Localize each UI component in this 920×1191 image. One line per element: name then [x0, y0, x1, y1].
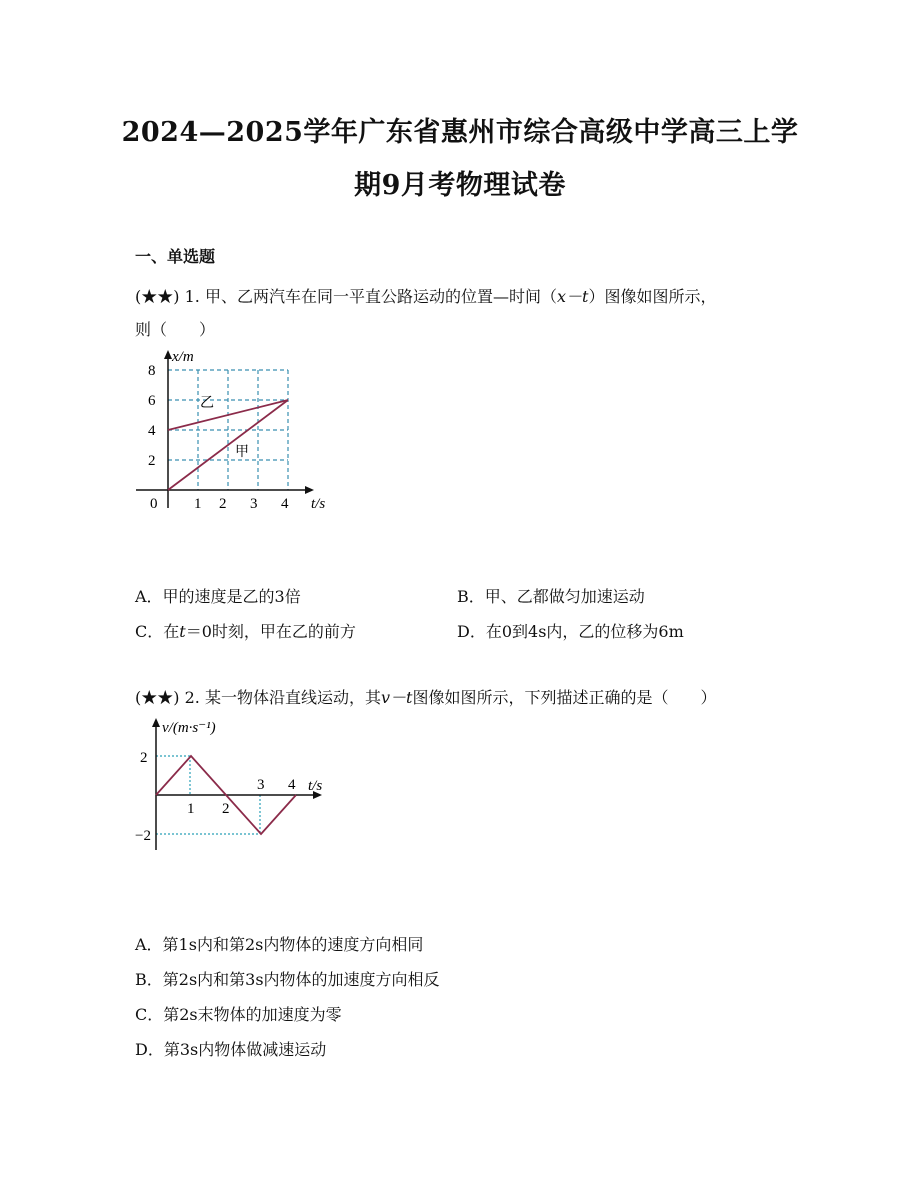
- option-text: ＝0时刻，甲在乙的前方: [185, 622, 356, 641]
- x-tick-label: 4: [281, 496, 289, 512]
- x-tick-label: 3: [250, 496, 258, 512]
- formula: v－t: [380, 688, 413, 707]
- x-axis-label: t/s: [311, 496, 326, 512]
- option-b[interactable]: B．第2s内和第3s内物体的加速度方向相反: [135, 970, 440, 989]
- y-axis-label: v/(m·s⁻¹): [162, 720, 216, 736]
- question-number: 1.: [184, 287, 200, 306]
- y-tick-label: 8: [148, 363, 156, 379]
- question-text: 图像如图所示，下列描述正确的是（ ）: [412, 688, 717, 707]
- x-tick-label: 2: [222, 801, 230, 817]
- question-1-stem-cont: 则（ ）: [135, 320, 216, 339]
- difficulty-stars: (★★): [135, 688, 180, 707]
- xt-gridlines: [168, 370, 288, 490]
- option-b[interactable]: B．甲、乙都做匀加速运动: [457, 587, 645, 606]
- formula: x－t: [556, 287, 589, 306]
- series-label-jia: 甲: [235, 445, 249, 460]
- x-tick-label: 4: [288, 777, 296, 793]
- option-a[interactable]: A．第1s内和第2s内物体的速度方向相同: [135, 935, 424, 954]
- x-tick-label: 1: [194, 496, 202, 512]
- series-label-yi: 乙: [200, 396, 214, 411]
- question-1-stem: [135, 284, 716, 307]
- question-text: ）图像如图所示，: [588, 287, 717, 306]
- series-line-yi: [168, 400, 288, 430]
- question-text: 某一物体沿直线运动，其: [204, 688, 381, 707]
- x-tick-label: 1: [187, 801, 195, 817]
- y-tick-label: 6: [148, 393, 156, 409]
- option-a[interactable]: A．甲的速度是乙的3倍: [135, 587, 301, 606]
- question-number: 2.: [184, 688, 200, 707]
- exam-title-line-2: 期9月考物理试卷: [354, 170, 566, 201]
- option-d[interactable]: D．第3s内物体做减速运动: [135, 1040, 327, 1059]
- v-axis-arrow: [152, 718, 160, 727]
- option-c[interactable]: C．第2s末物体的加速度为零: [135, 1005, 342, 1024]
- option-d[interactable]: D．在0到4s内，乙的位移为6m: [457, 622, 684, 641]
- exam-title-line-1: 2024—2025学年广东省惠州市综合高级中学高三上学: [121, 117, 799, 148]
- formula: t: [179, 622, 186, 641]
- y-tick-label: 2: [148, 453, 156, 469]
- y-axis-arrow: [164, 350, 172, 359]
- option-text: C．在: [135, 622, 180, 641]
- option-c[interactable]: [135, 619, 356, 642]
- section-heading: 一、单选题: [135, 247, 216, 266]
- x-tick-label: 3: [257, 777, 265, 793]
- x-axis-label: t/s: [308, 778, 323, 794]
- y-tick-label: 4: [148, 423, 156, 439]
- y-axis-label: x/m: [172, 349, 194, 365]
- x-axis-arrow: [305, 486, 314, 494]
- origin-label: 0: [150, 496, 158, 512]
- y-tick-label: −2: [135, 828, 151, 844]
- question-text: 甲、乙两汽车在同一平直公路运动的位置—时间（: [204, 287, 557, 306]
- question-2-stem: [135, 685, 716, 708]
- vt-graph: [132, 712, 347, 858]
- y-tick-label: 2: [140, 750, 148, 766]
- x-tick-label: 2: [219, 496, 227, 512]
- xt-graph: [130, 348, 345, 520]
- difficulty-stars: (★★): [135, 287, 180, 306]
